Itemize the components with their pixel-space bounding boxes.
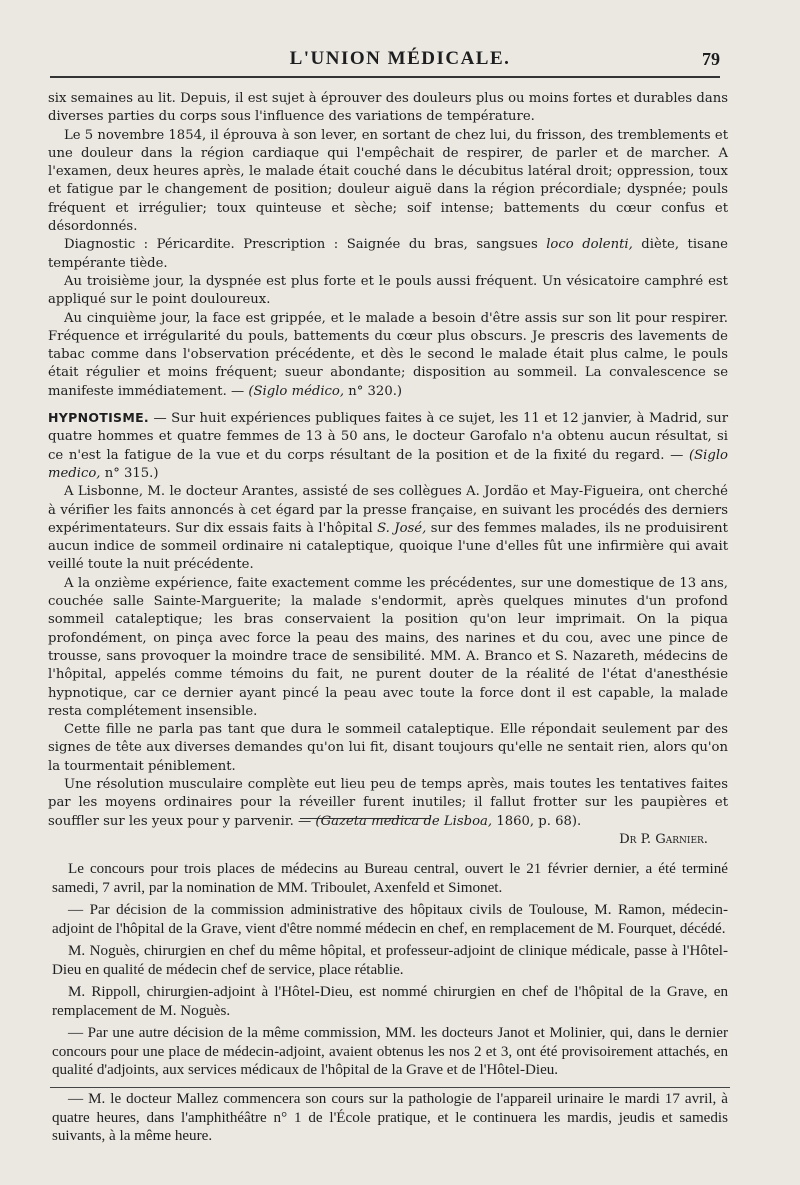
news-item: — M. le docteur Mallez commencera son cours sur la pathologie de l'appareil urinaire le mardi 17 avril, à quatre heures, dans l'amphithéâtre n° 1 de l'École pratique, et le continuera les mardis, jeudis et samedis suivants, à la même heure. (52, 1091, 728, 1144)
news-item: — Par décision de la commission administrative des hôpitaux civils de Toulouse, M. Ramon, médecin-adjoint de l'hôpital de la Grave, vient d'être nommé médecin en chef, en remplacement de M. Fourquet, décédé. (52, 902, 728, 937)
running-title: L'UNION MÉDICALE. (289, 48, 511, 69)
page-header (0, 44, 800, 74)
author-signature: Dr P. Garnier. (619, 831, 708, 847)
paragraph: HYPNOTISME. — Sur huit expériences publiques faites à ce sujet, les 11 et 12 janvier, à Madrid, sur quatre hommes et quatre femmes de 13 à 50 ans, le docteur Garofalo n'a obtenu aucun résultat, si ce n'est la fatigue de la vue et du corps résultant de la position et de la fixité du regard. — (Siglo medico, n° 315.) (48, 410, 728, 481)
paragraph: Au troisième jour, la dyspnée est plus forte et le pouls aussi fréquent. Un vésicatoire camphré est appliqué sur le point douloureux. (48, 273, 728, 308)
header-rule (50, 76, 720, 78)
paragraph: six semaines au lit. Depuis, il est sujet à éprouver des douleurs plus ou moins fortes et durables dans diverses parties du corps sous l'influence des variations de température. (48, 91, 728, 125)
section-heading: HYPNOTISME. (48, 410, 149, 426)
paragraph: Diagnostic : Péricardite. Prescription : Saignée du bras, sangsues loco dolenti, diète, tisane tempérante tiède. (48, 237, 728, 271)
page-number: 79 (702, 49, 720, 69)
news-item: Le concours pour trois places de médecins au Bureau central, ouvert le 21 février dernier, a été terminé samedi, 7 avril, par la nomination de MM. Triboulet, Axenfeld et Simonet. (52, 861, 728, 896)
paragraph: A Lisbonne, M. le docteur Arantes, assisté de ses collègues A. Jordão et May-Figueira, ont cherché à vérifier les faits annoncés à cet égard par la presse française, en suivant les procédés des derniers expérimentateurs. Sur dix essais faits à l'hôpital S. José, sur des femmes malades, ils ne produisirent aucun indice de sommeil ordinaire ni cataleptique, quoique l'une d'elles fût une infirmière qui avait veillé toute la nuit précédente. (48, 484, 728, 573)
news-section (52, 860, 728, 1080)
news-divider (50, 1087, 730, 1088)
news-section-final (52, 1090, 728, 1146)
paragraph: Une résolution musculaire complète eut lieu peu de temps après, mais toutes les tentatives faites par les moyens ordinaires pour la réveiller furent inutiles; il fallut frotter sur les paupières et souffler sur les yeux pour y parvenir. — (Gazeta medica de Lisboa, 1860, p. 68). (48, 776, 728, 829)
section-separator (300, 818, 430, 819)
news-item: — Par une autre décision de la même commission, MM. les docteurs Janot et Molinier, qui, dans le dernier concours pour une place de médecin-adjoint, avaient obtenus les nos 2 et 3, ont été provisoirement attachés, en qualité d'adjoints, aux services médicaux de l'hôpital de la Grave et de l'Hôtel-Dieu. (52, 1025, 728, 1078)
paragraph: Au cinquième jour, la face est grippée, et le malade a besoin d'être assis sur son lit pour respirer. Fréquence et irrégularité du pouls, battements du cœur plus obscurs. Je prescris des lavements de tabac comme dans l'observation précédente, et dès le second le malade était plus calme, le pouls était régulier et moins fréquent; sueur abondante; disposition au sommeil. La convalescence se manifeste immédiatement. — (Siglo médico, n° 320.) (48, 310, 728, 399)
news-item: M. Rippoll, chirurgien-adjoint à l'Hôtel-Dieu, est nommé chirurgien en chef de l'hôpital de la Grave, en remplacement de M. Noguès. (52, 984, 728, 1019)
news-item: M. Noguès, chirurgien en chef du même hôpital, et professeur-adjoint de clinique médicale, passe à l'Hôtel-Dieu en qualité de médecin chef de service, place rétablie. (52, 943, 728, 978)
paragraph: Le 5 novembre 1854, il éprouva à son lever, en sortant de chez lui, du frisson, des tremblements et une douleur dans la région cardiaque qui l'empêchait de respirer, de parler et de marcher. A l'examen, deux heures après, le malade était couché dans le décubitus latéral droit; oppression, toux et fatigue par le changement de position; douleur aiguë dans la région précordiale; dyspnée; pouls fréquent et irrégulier; toux quinteuse et sèche; soif intense; battements du cœur confus et désordonnés. (48, 127, 728, 235)
paragraph: Cette fille ne parla pas tant que dura le sommeil cataleptique. Elle répondait seulement par des signes de tête aux diverses demandes qu'on lui fit, disant toujours qu'elle ne sentait rien, alors qu'on la tourmentait péniblement. (48, 722, 728, 774)
article-body (48, 90, 728, 849)
paragraph: A la onzième expérience, faite exactement comme les précédentes, sur une domestique de 13 ans, couchée salle Sainte-Marguerite; la malade s'endormit, après quelques minutes d'un profond sommeil cataleptique; les bras conservaient la position qu'on leur imprimait. On la piqua profondément, on pinça avec force la peau des mains, des narines et du cou, avec une pince de trousse, sans provoquer la moindre trace de sensibilité. MM. A. Branco et S. Nazareth, médecins de l'hôpital, appelés comme témoins du fait, ne purent douter de la réalité de l'état d'anesthésie hypnotique, car ce dernier ayant pincé la peau avec toute la force dont il est capable, la malade resta complétement insensible. (48, 575, 728, 719)
